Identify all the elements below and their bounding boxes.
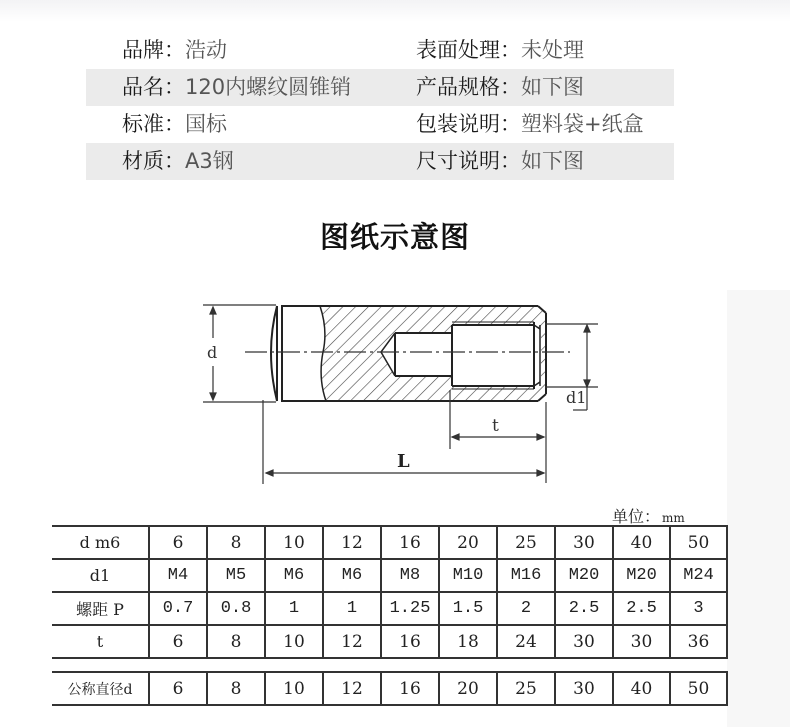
table-cell: M20 xyxy=(555,559,613,592)
table-cell: 16 xyxy=(381,526,439,559)
spec-label: 品牌： xyxy=(122,38,185,62)
row-header: 螺距 P xyxy=(52,592,149,625)
table-cell: M4 xyxy=(149,559,207,592)
spec-value: 120内螺纹圆锥销 xyxy=(185,75,352,99)
table-row-pitch xyxy=(52,592,727,625)
spec-value: 国标 xyxy=(185,112,227,136)
spec-label: 包装说明： xyxy=(416,112,521,136)
table-cell: 8 xyxy=(207,672,265,705)
table-cell: 1 xyxy=(265,592,323,625)
spec-value: 塑料袋+纸盒 xyxy=(521,112,644,136)
spec-value: 浩动 xyxy=(185,38,227,62)
dimension-table xyxy=(52,525,728,659)
table-cell: M6 xyxy=(323,559,381,592)
spec-label: 品名： xyxy=(122,75,185,99)
unit-label xyxy=(612,504,685,527)
table-cell: 20 xyxy=(439,672,497,705)
drawing-title: 图纸示意图 xyxy=(319,220,470,254)
table-cell: M16 xyxy=(497,559,555,592)
table-cell: 12 xyxy=(323,672,381,705)
table-cell: 40 xyxy=(613,526,670,559)
spec-label: 尺寸说明： xyxy=(416,149,521,173)
table-row-nominal-d xyxy=(52,672,727,705)
table-cell: 6 xyxy=(149,672,207,705)
table-cell: 6 xyxy=(149,526,207,559)
d1-label: d1 xyxy=(566,388,587,407)
table-cell: 2.5 xyxy=(555,592,613,625)
row-header: t xyxy=(52,625,149,658)
L-label: L xyxy=(397,451,410,472)
table-cell: 24 xyxy=(497,625,555,658)
table-cell: 8 xyxy=(207,526,265,559)
table-cell: 8 xyxy=(207,625,265,658)
table-cell: 12 xyxy=(323,625,381,658)
table-cell: M8 xyxy=(381,559,439,592)
table-cell: 12 xyxy=(323,526,381,559)
table-cell: M20 xyxy=(613,559,670,592)
d-label: d xyxy=(207,343,218,362)
table-cell: 50 xyxy=(670,526,727,559)
table-cell: 10 xyxy=(265,672,323,705)
spec-label: 表面处理： xyxy=(416,38,521,62)
table-cell: M6 xyxy=(265,559,323,592)
table-cell: M10 xyxy=(439,559,497,592)
spec-value: 未处理 xyxy=(521,38,584,62)
table-cell: 30 xyxy=(555,625,613,658)
spec-value: A3钢 xyxy=(185,149,234,173)
table-cell: 1.5 xyxy=(439,592,497,625)
t-label: t xyxy=(492,416,499,436)
table-cell: 10 xyxy=(265,526,323,559)
table-cell: 10 xyxy=(265,625,323,658)
table-row-t xyxy=(52,625,727,658)
table-cell: 16 xyxy=(381,625,439,658)
table-cell: 16 xyxy=(381,672,439,705)
table-cell: 0.8 xyxy=(207,592,265,625)
row-header: d1 xyxy=(52,559,149,592)
unit-label-text: 单位： xyxy=(612,507,661,526)
table-cell: 50 xyxy=(670,672,727,705)
table-cell: 20 xyxy=(439,526,497,559)
table-cell: 30 xyxy=(613,625,670,658)
table-cell: 0.7 xyxy=(149,592,207,625)
table-cell: 2 xyxy=(497,592,555,625)
table-cell: 30 xyxy=(555,526,613,559)
table-cell: 1.25 xyxy=(381,592,439,625)
table-row-d1 xyxy=(52,559,727,592)
table-cell: 36 xyxy=(670,625,727,658)
table-row-d-m6 xyxy=(52,526,727,559)
table-cell: M24 xyxy=(670,559,727,592)
table-cell: 3 xyxy=(670,592,727,625)
spec-label: 产品规格： xyxy=(416,75,521,99)
nominal-diameter-table xyxy=(52,671,728,706)
table-cell: 25 xyxy=(497,672,555,705)
row-header: d m6 xyxy=(52,526,149,559)
spec-label: 材质： xyxy=(122,149,185,173)
table-cell: 2.5 xyxy=(613,592,670,625)
table-cell: 30 xyxy=(555,672,613,705)
spec-value: 如下图 xyxy=(521,149,584,173)
unit-value: mm xyxy=(662,511,685,525)
table-cell: 6 xyxy=(149,625,207,658)
table-cell: 1 xyxy=(323,592,381,625)
table-cell: 18 xyxy=(439,625,497,658)
spec-label: 标准： xyxy=(122,112,185,136)
spec-value: 如下图 xyxy=(521,75,584,99)
table-cell: M5 xyxy=(207,559,265,592)
row-header: 公称直径d xyxy=(52,672,149,705)
table-cell: 25 xyxy=(497,526,555,559)
table-cell: 40 xyxy=(613,672,670,705)
